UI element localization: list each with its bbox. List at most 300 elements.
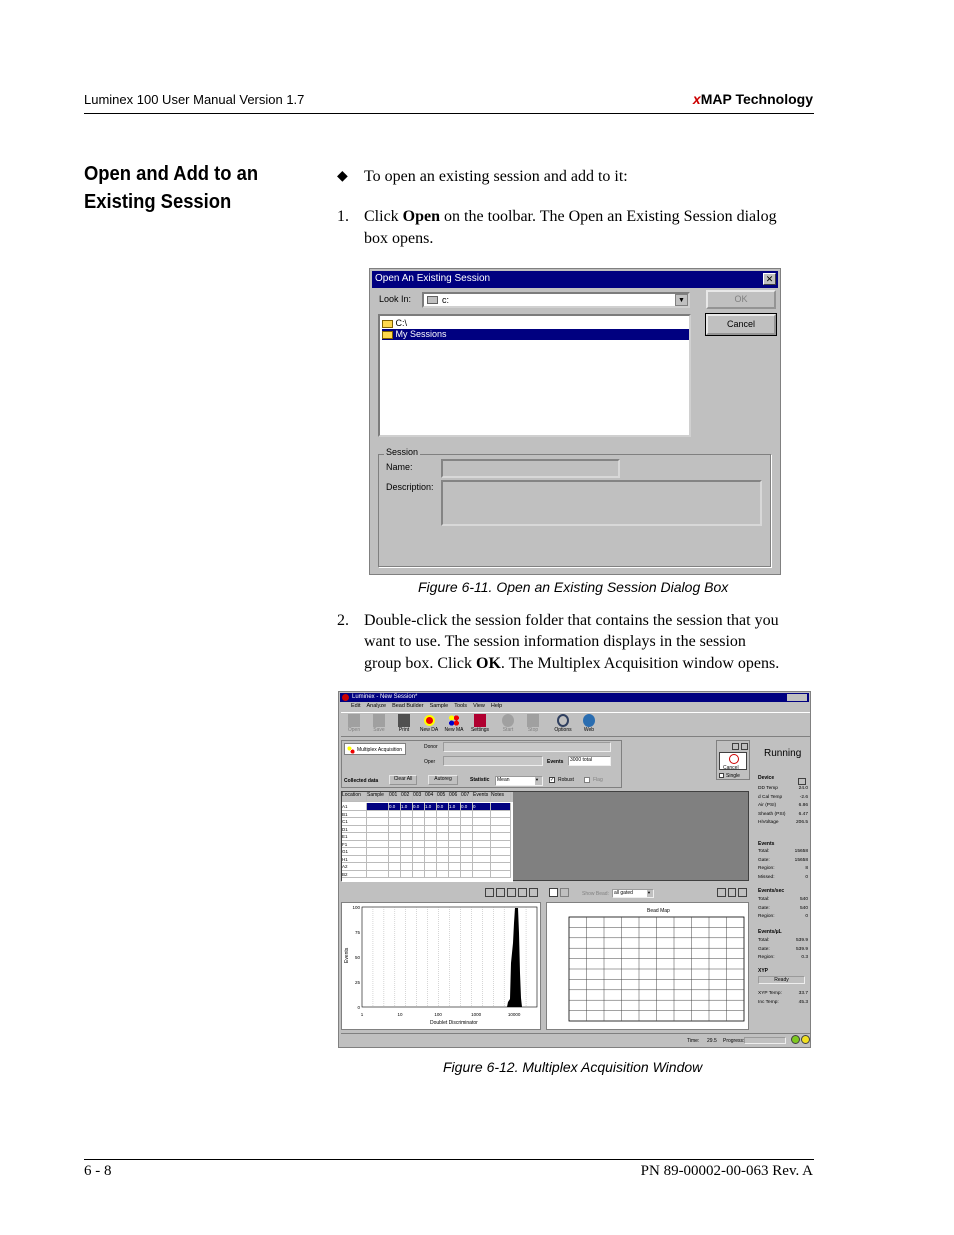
info-label: Region: — [758, 955, 775, 960]
table-cell: 0.0 — [389, 803, 401, 811]
diamond-bullet-icon: ◆ — [337, 169, 348, 184]
show-bead-value: all gated — [614, 890, 633, 896]
menu-view[interactable]: View — [473, 703, 485, 709]
oper-label: Oper — [424, 759, 436, 765]
menu-help[interactable]: Help — [490, 703, 503, 709]
table-cell — [367, 863, 389, 871]
table-cell — [413, 856, 425, 864]
folder-item-c[interactable] — [382, 318, 689, 329]
info-label: d Cal Temp — [758, 794, 783, 800]
single-checkbox[interactable] — [719, 773, 724, 778]
table-cell — [473, 871, 491, 879]
toolbar-start[interactable] — [497, 714, 519, 733]
bead-map-tools — [717, 888, 747, 899]
x-tick-label: 1 — [360, 1012, 364, 1017]
new-da-icon — [424, 715, 435, 726]
bead-map-toolbar — [549, 888, 569, 899]
statistic-value: Mean — [497, 777, 510, 783]
grid-col-notes: Notes — [491, 792, 511, 802]
table-cell: 0.0 — [437, 803, 449, 811]
menu-tools[interactable]: Tools — [454, 703, 468, 709]
info-value: 539.9 — [795, 938, 808, 943]
eject-icon[interactable] — [741, 743, 748, 750]
pin-icon[interactable] — [732, 743, 739, 750]
info-row — [758, 947, 808, 956]
info-label: DD Temp — [758, 786, 778, 791]
info-value: 0 — [805, 914, 808, 919]
table-cell: 0 — [473, 803, 491, 811]
info-label: Inc Temp: — [758, 999, 779, 1005]
chevron-down-icon[interactable]: ▼ — [675, 294, 688, 306]
acq-status: Running — [764, 748, 802, 759]
zoom-icon[interactable] — [485, 888, 494, 897]
grid-col-002: 002 — [401, 792, 413, 802]
table-cell — [449, 863, 461, 871]
info-value: 206.5 — [795, 820, 808, 825]
chart-icon[interactable] — [728, 888, 737, 897]
table-cell — [425, 833, 437, 841]
info-label: Gate: — [758, 946, 770, 952]
table-cell: H1 — [342, 856, 367, 864]
settings-icon — [474, 714, 486, 727]
menu-bead-builder[interactable]: Bead Builder — [392, 703, 424, 709]
toolbar-print[interactable] — [393, 714, 415, 733]
magnifier-icon[interactable] — [717, 888, 726, 897]
toolbar-open[interactable] — [343, 714, 365, 733]
info-value: 540 — [799, 897, 808, 902]
multiplex-icon — [347, 746, 355, 754]
table-cell — [473, 818, 491, 826]
square-icon[interactable] — [560, 888, 569, 897]
look-in-select[interactable] — [422, 292, 690, 308]
table-cell — [473, 863, 491, 871]
flag-checkbox[interactable] — [584, 777, 590, 783]
table-cell — [449, 871, 461, 879]
globe-icon — [583, 714, 595, 727]
oper-field[interactable] — [443, 756, 543, 766]
step2-line2: want to use. The session information displays in the session — [364, 633, 746, 650]
info-row — [758, 803, 808, 812]
section-title — [84, 160, 296, 216]
info-value: 24.0 — [798, 786, 808, 791]
table-cell — [367, 841, 389, 849]
toolbar-settings[interactable] — [468, 714, 492, 733]
table-cell — [461, 833, 473, 841]
gear-icon — [502, 714, 514, 727]
toolbar-new-ma-label: New MA — [444, 727, 464, 733]
info-value: 6.47 — [798, 811, 808, 817]
table-cell — [413, 833, 425, 841]
table-cell — [389, 818, 401, 826]
table-row[interactable] — [342, 863, 513, 871]
table-cell — [491, 833, 511, 841]
bead-map-title: Bead Map — [647, 908, 670, 914]
table-row[interactable] — [342, 803, 513, 811]
info-row — [758, 858, 808, 867]
table-cell — [413, 841, 425, 849]
table-cell — [473, 811, 491, 819]
table-cell — [367, 811, 389, 819]
folder-icon — [382, 331, 393, 339]
table-cell — [437, 826, 449, 834]
step2-line3-pre: group box. Click — [364, 655, 476, 672]
info-value: 15658 — [794, 849, 808, 854]
table-cell — [437, 818, 449, 826]
table-cell — [389, 856, 401, 864]
table-cell: E1 — [342, 833, 367, 841]
grid-col-events: Events — [473, 792, 491, 802]
info-label: Gate: — [758, 857, 770, 863]
name-field[interactable] — [441, 459, 620, 478]
table-cell — [437, 856, 449, 864]
multiplex-acquisition-window — [338, 691, 811, 1048]
device-detail-button[interactable] — [798, 778, 806, 785]
info-value: 45.3 — [798, 999, 808, 1005]
acq-control-box — [716, 740, 750, 780]
table-cell — [367, 856, 389, 864]
x-tick-label: 10 — [397, 1012, 403, 1017]
info-label: Total: — [758, 849, 770, 854]
table-cell — [437, 811, 449, 819]
table-cell — [367, 833, 389, 841]
toolbar-open-label: Open — [347, 727, 361, 733]
step1-line2: box opens. — [364, 230, 434, 247]
magnifier-icon — [557, 714, 569, 727]
figure-caption-6-12: Figure 6-12. Multiplex Acquisition Window — [443, 1059, 703, 1075]
x-tick-label: 1000 — [471, 1012, 482, 1017]
info-row — [758, 1000, 808, 1009]
info-row — [758, 914, 808, 923]
table-cell — [401, 871, 413, 879]
step2-line3 — [364, 653, 779, 675]
table-cell: D1 — [342, 826, 367, 834]
chevron-down-icon[interactable]: ▼ — [535, 777, 542, 785]
grid-col-001: 001 — [389, 792, 401, 802]
table-cell: G1 — [342, 848, 367, 856]
table-row[interactable] — [342, 848, 513, 856]
table-cell — [367, 848, 389, 856]
info-row — [758, 955, 808, 964]
autoregion-button[interactable]: Autoreg — [428, 775, 458, 785]
table-cell — [425, 856, 437, 864]
info-row — [758, 812, 808, 821]
table-cell — [389, 848, 401, 856]
histogram-panel — [341, 902, 541, 1030]
table-cell — [473, 841, 491, 849]
info-row — [758, 795, 808, 804]
device-info-panel — [752, 771, 809, 1041]
toolbar-options-label: Options — [554, 727, 572, 733]
show-bead-select[interactable] — [612, 889, 654, 898]
stop-icon — [527, 714, 539, 727]
info-value: -2.6 — [799, 794, 808, 800]
checkmark-icon[interactable] — [549, 888, 558, 897]
cancel-acq-button[interactable] — [719, 752, 747, 770]
table-cell: 1.0 — [401, 803, 413, 811]
running-header-brand — [693, 91, 813, 107]
xyp-title: XYP — [758, 968, 769, 974]
name-label: Name: — [386, 462, 413, 472]
save-icon — [373, 714, 385, 727]
results-grid-sheet — [342, 792, 513, 882]
table-cell — [461, 818, 473, 826]
table-cell — [425, 811, 437, 819]
progress-label: Progress: — [723, 1038, 745, 1044]
table-row[interactable] — [342, 826, 513, 834]
acq-status-bar — [341, 1033, 810, 1047]
cancel-acq-label: Cancel — [723, 765, 739, 771]
close-icon[interactable]: ✕ — [763, 273, 776, 285]
table-cell — [367, 818, 389, 826]
session-folder-list[interactable] — [378, 314, 691, 437]
table-cell: F1 — [342, 841, 367, 849]
running-header-title: Luminex 100 User Manual Version 1.7 — [84, 92, 305, 107]
table-cell — [491, 818, 511, 826]
y-tick-label: 50 — [354, 955, 360, 960]
table-cell — [473, 848, 491, 856]
grid-header-row — [342, 792, 513, 802]
toolbar-web-label: Web — [583, 727, 595, 733]
part-number: PN 89-00002-00-063 Rev. A — [640, 1163, 813, 1179]
histogram-y-ticks — [352, 905, 360, 1010]
table-cell — [491, 841, 511, 849]
table-cell — [401, 818, 413, 826]
toolbar-start-label: Start — [502, 727, 514, 733]
folder-icon — [382, 320, 393, 328]
table-cell — [389, 833, 401, 841]
table-cell — [437, 863, 449, 871]
device-rows — [758, 786, 808, 829]
table-cell: 0.0 — [461, 803, 473, 811]
section-title-line2: Existing Session — [84, 191, 232, 213]
table-cell — [473, 826, 491, 834]
step2-number: 2. — [337, 612, 349, 629]
print-icon — [398, 714, 410, 727]
grid-rows — [342, 803, 513, 878]
table-cell — [491, 811, 511, 819]
info-label: HiVoltage — [758, 820, 779, 825]
info-value: 15658 — [794, 857, 808, 863]
table-cell — [413, 863, 425, 871]
y-tick-label: 25 — [354, 980, 360, 985]
toolbar-save[interactable] — [368, 714, 390, 733]
table-cell — [367, 803, 389, 811]
chevron-down-icon[interactable]: ▼ — [647, 890, 653, 897]
brand-rest: MAP Technology — [700, 91, 813, 107]
show-bead-label: Show Bead: — [582, 891, 609, 897]
clear-all-button[interactable]: Clear All — [389, 775, 417, 785]
header-rule — [84, 113, 814, 114]
ok-button[interactable]: OK — [706, 290, 776, 309]
table-cell — [389, 871, 401, 879]
table-cell — [449, 841, 461, 849]
toolbar-new-da-label: New DA — [419, 727, 439, 733]
region-icon[interactable] — [496, 888, 505, 897]
status-light-icon — [791, 1035, 800, 1044]
table-cell — [461, 811, 473, 819]
statistic-select[interactable] — [495, 776, 543, 786]
table-cell — [473, 833, 491, 841]
intro-text: To open an existing session and add to it: — [364, 168, 628, 185]
info-row — [758, 866, 808, 875]
table-cell: A1 — [342, 803, 367, 811]
table-cell — [401, 826, 413, 834]
xyp-rows — [758, 991, 808, 1008]
grid-col-003: 003 — [413, 792, 425, 802]
table-cell — [425, 841, 437, 849]
pin-icon[interactable] — [529, 888, 538, 897]
page-number: 6 - 8 — [84, 1163, 112, 1179]
info-row — [758, 897, 808, 906]
dialog-title: Open An Existing Session — [375, 273, 491, 284]
info-row — [758, 938, 808, 947]
toolbar-print-label: Print — [398, 727, 410, 733]
description-label: Description: — [386, 482, 434, 492]
step1-text — [364, 206, 814, 228]
table-cell — [401, 811, 413, 819]
xyp-status: Ready — [758, 976, 805, 984]
table-cell — [491, 803, 511, 811]
table-row[interactable] — [342, 871, 513, 879]
info-label: Missed: — [758, 874, 775, 880]
step1-bold: Open — [402, 208, 441, 225]
table-cell: 1.0 — [449, 803, 461, 811]
folder-item-c-label: C:\ — [395, 318, 408, 328]
table-cell — [401, 856, 413, 864]
step2-line3-bold: OK — [476, 655, 501, 672]
acq-panel-title: Multiplex Acquisition — [357, 747, 403, 753]
open-icon — [348, 714, 360, 727]
events-panel-title: Events — [758, 841, 775, 847]
toolbar-stop[interactable] — [522, 714, 544, 733]
figure-caption-6-11: Figure 6-11. Open an Existing Session Dialog Box — [418, 579, 729, 595]
y-tick-label: 100 — [352, 905, 360, 910]
time-label: Time: — [687, 1038, 700, 1044]
section-title-line1: Open and Add to an — [84, 163, 259, 185]
info-value: 540 — [799, 905, 808, 911]
step1-post: on the toolbar. The Open an Existing Session dialog — [440, 208, 777, 225]
events-sec-title: Events/sec — [758, 888, 785, 894]
table-cell — [491, 863, 511, 871]
acq-toolbar — [341, 712, 810, 737]
open-session-dialog — [369, 268, 781, 575]
table-row[interactable] — [342, 818, 513, 826]
menu-sample[interactable]: Sample — [429, 703, 449, 709]
robust-checkbox[interactable]: ✓ — [550, 777, 555, 783]
table-cell — [461, 848, 473, 856]
status-light-icon — [801, 1035, 810, 1044]
single-label: Single — [726, 773, 740, 779]
table-cell: A2 — [342, 863, 367, 871]
menu-analyze[interactable]: Analyze — [366, 703, 387, 709]
window-controls-icon[interactable] — [787, 694, 807, 701]
folder-item-my-sessions-label: My Sessions — [395, 329, 447, 339]
toolbar-stop-label: Stop — [527, 727, 539, 733]
chart-icon[interactable] — [518, 888, 527, 897]
toolbar-settings-label: Settings — [470, 727, 490, 733]
events-field[interactable]: 3000 total — [568, 756, 611, 766]
info-label: Region: — [758, 914, 775, 919]
bead-map-panel — [546, 902, 749, 1030]
info-label: Air (PSI) — [758, 803, 777, 808]
dialog-title-bar — [372, 271, 778, 288]
x-tick-label: 10000 — [507, 1012, 521, 1017]
menu-edit[interactable]: Edit — [351, 703, 361, 709]
info-value: 33.7 — [798, 991, 808, 996]
table-cell — [425, 871, 437, 879]
collected-label: Collected data — [344, 778, 379, 784]
look-in-value: c: — [442, 295, 450, 305]
info-row — [758, 820, 808, 829]
toolbar-web[interactable] — [578, 714, 600, 733]
table-cell — [389, 841, 401, 849]
device-title: Device — [758, 775, 775, 781]
table-cell — [401, 863, 413, 871]
events-ul-title: Events/µL — [758, 929, 782, 935]
info-row — [758, 786, 808, 795]
donor-label: Donor — [424, 744, 438, 750]
histogram-svg — [342, 903, 540, 1029]
step1-number: 1. — [337, 208, 349, 225]
table-cell — [491, 826, 511, 834]
table-cell — [461, 871, 473, 879]
info-row — [758, 875, 808, 884]
table-row[interactable] — [342, 856, 513, 864]
pin-icon[interactable] — [738, 888, 747, 897]
table-cell — [449, 848, 461, 856]
session-group-label: Session — [386, 447, 419, 457]
y-tick-label: 0 — [357, 1005, 360, 1010]
app-logo-icon — [342, 694, 349, 701]
table-row[interactable] — [342, 833, 513, 841]
look-in-label: Look In: — [379, 294, 412, 304]
table-cell — [401, 848, 413, 856]
histogram-y-label: Events — [344, 947, 350, 963]
grid-col-005: 005 — [437, 792, 449, 802]
table-cell — [449, 826, 461, 834]
acq-settings-panel — [341, 740, 622, 788]
magnifier-icon[interactable] — [507, 888, 516, 897]
table-row[interactable] — [342, 811, 513, 819]
results-grid[interactable] — [341, 791, 749, 881]
cancel-button[interactable]: Cancel — [706, 314, 776, 335]
info-value: 0 — [805, 874, 808, 880]
table-cell — [367, 826, 389, 834]
grid-col-location: Location — [342, 792, 367, 802]
flag-label: Flag — [593, 777, 603, 783]
new-ma-icon — [448, 714, 460, 727]
toolbar-options[interactable] — [552, 714, 574, 733]
table-cell — [473, 856, 491, 864]
table-cell — [389, 863, 401, 871]
events-rows — [758, 849, 808, 883]
donor-field[interactable] — [443, 742, 611, 752]
table-cell: B1 — [342, 811, 367, 819]
toolbar-new-da[interactable] — [418, 714, 440, 733]
description-field[interactable] — [441, 480, 762, 526]
acq-mode-tab[interactable] — [344, 743, 406, 755]
grid-col-006: 006 — [449, 792, 461, 802]
folder-item-my-sessions[interactable] — [382, 329, 689, 340]
grid-col-007: 007 — [461, 792, 473, 802]
grid-col-004: 004 — [425, 792, 437, 802]
toolbar-new-ma[interactable] — [443, 714, 465, 733]
events-sec-rows — [758, 897, 808, 923]
table-cell: B2 — [342, 871, 367, 879]
table-cell — [425, 818, 437, 826]
table-cell — [389, 826, 401, 834]
table-row[interactable] — [342, 841, 513, 849]
